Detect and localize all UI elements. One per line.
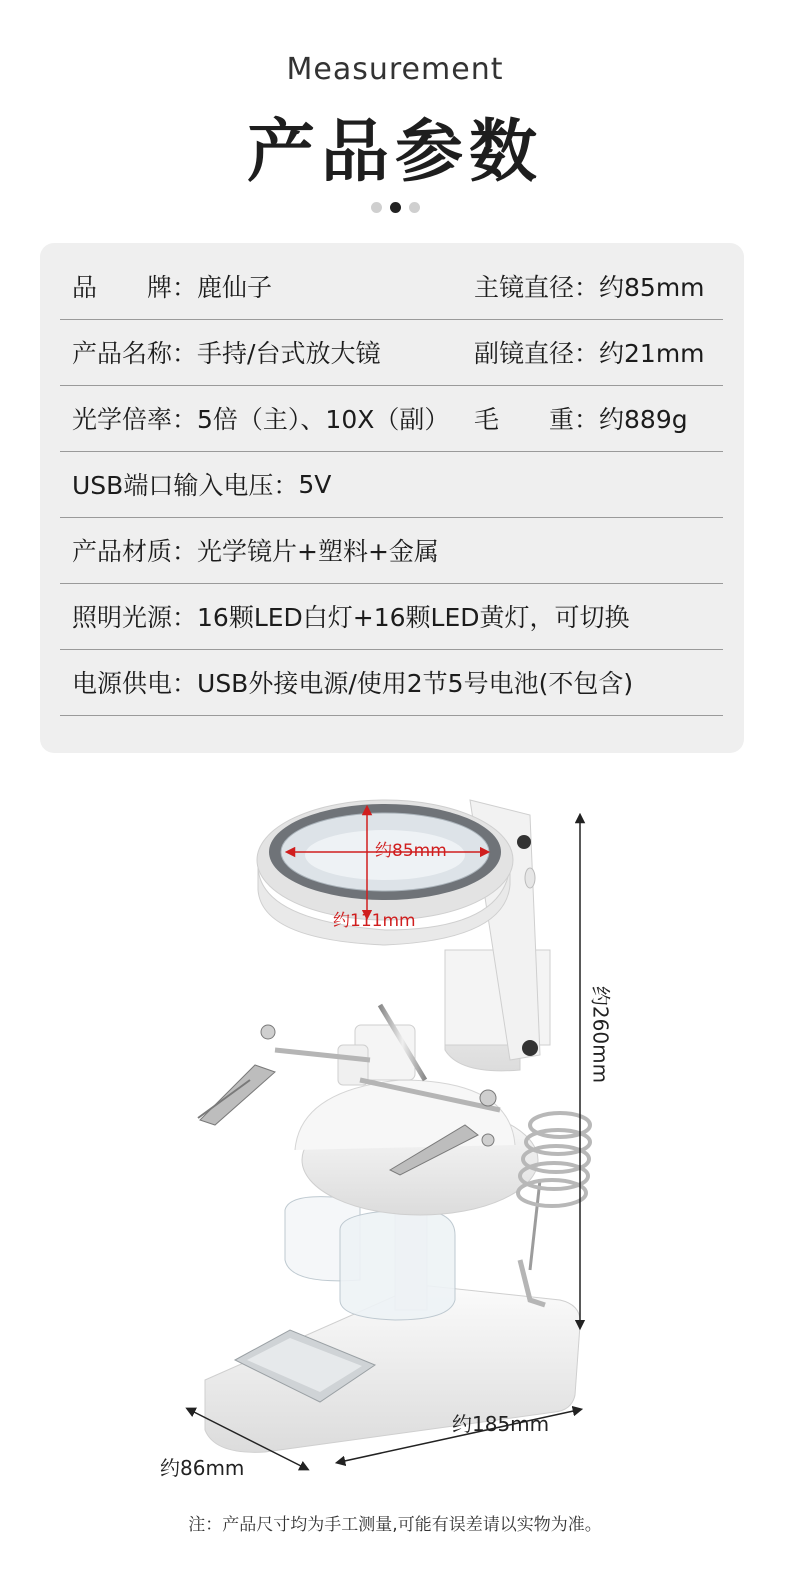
sub-lens-value: 约21mm (599, 339, 705, 368)
carousel-dots (0, 202, 790, 213)
material-value: 光学镜片+塑料+金属 (197, 537, 439, 566)
length-dimension: 约185mm (452, 1412, 550, 1436)
name-label: 产品名称： (72, 339, 198, 368)
power-label: 电源供电： (72, 669, 198, 698)
power-value: USB外接电源/使用2节5号电池(不包含) (197, 669, 634, 698)
weight-value: 约889g (599, 405, 688, 434)
mag-value: 5倍（主）、10X（副） (197, 405, 450, 434)
spec-row-usb (60, 451, 723, 518)
product-figure (0, 780, 790, 1480)
measurement-subtitle: Measurement (286, 52, 504, 87)
center-column (285, 1080, 538, 1320)
dot-3 (409, 202, 420, 213)
brand-value: 鹿仙子 (197, 273, 273, 302)
spec-row-name (60, 319, 723, 386)
spec-row-light (60, 583, 723, 650)
measurement-note: 注：产品尺寸均为手工测量,可能有误差请以实物为准。 (188, 1515, 602, 1535)
spec-row-power (60, 649, 723, 716)
height-dimension: 约260mm (588, 985, 613, 1084)
light-label: 照明光源： (72, 603, 198, 632)
brand-label: 品 牌： (72, 273, 198, 302)
main-lens-label: 主镜直径： (474, 273, 600, 302)
usb-value: 5V (298, 469, 332, 499)
page-title: 产品参数 (246, 113, 543, 192)
spec-row-magnification (60, 385, 723, 452)
width-dimension: 约86mm (160, 1456, 245, 1480)
sub-lens-label: 副镜直径： (474, 339, 600, 368)
mag-label: 光学倍率： (72, 405, 198, 434)
material-label: 产品材质： (72, 537, 198, 566)
name-value: 手持/台式放大镜 (197, 339, 381, 368)
magnifier-product-illustration (0, 780, 790, 1480)
dot-1 (371, 202, 382, 213)
spec-panel (40, 243, 744, 753)
clip-holder (338, 1005, 425, 1085)
spec-row-material (60, 517, 723, 584)
main-lens-value: 约85mm (599, 273, 705, 302)
dot-2-active (390, 202, 401, 213)
lens-inner-dimension: 约85mm (375, 841, 447, 861)
spec-row-brand (60, 253, 723, 320)
light-value: 16颗LED白灯+16颗LED黄灯，可切换 (197, 603, 630, 632)
usb-label: USB端口输入电压： (72, 471, 299, 500)
lens-outer-dimension: 约111mm (333, 911, 416, 931)
weight-label: 毛 重： (474, 405, 600, 434)
